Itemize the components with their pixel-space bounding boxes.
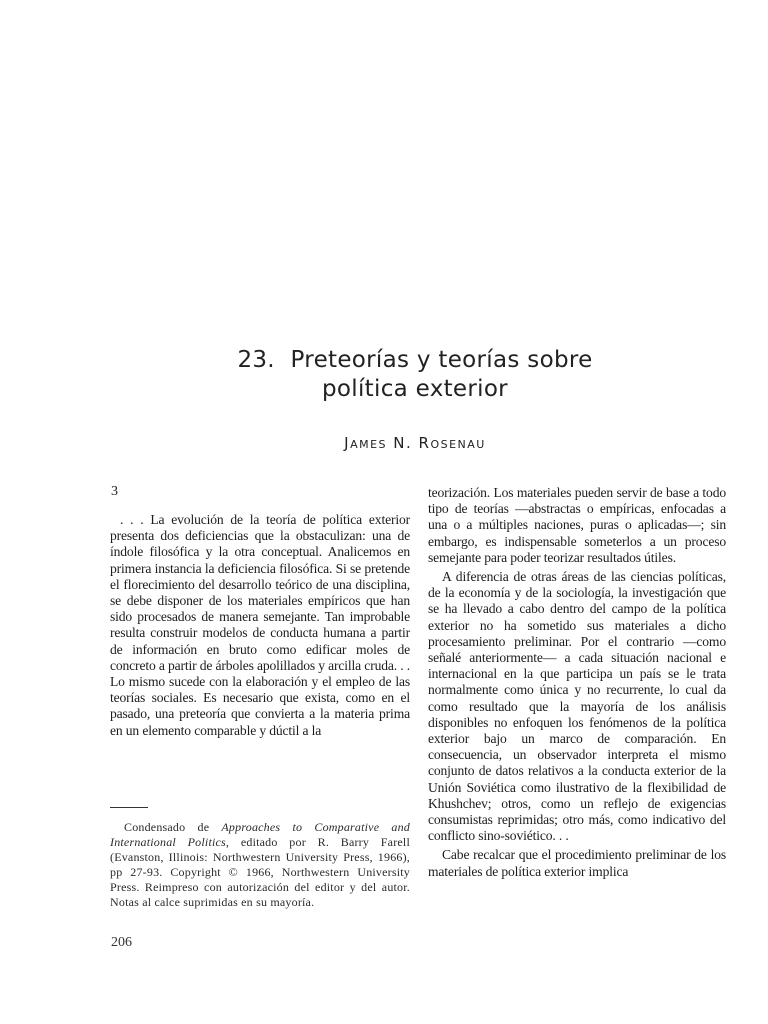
chapter-title-line2: política exterior [322,376,508,402]
right-column [428,485,726,880]
footnote-rule [110,807,148,808]
right-paragraph-2: A diferencia de otras áreas de las ciencias políticas, de la economía y de la sociología, la investigación que se ha llevado a cabo dentro del campo de la política exterior no ha sometido sus materiales a dicho procesamiento preliminar. Por el contrario —como señalé anteriormente— a cada situación nacional e internacional en la que participa un país se le trata normalmente como única y no recurrente, lo cual da como resultado que la mayoría de los análisis disponibles no enfoquen los fenómenos de la política exterior bajo un marco de comparación. En consecuencia, un observador interpreta el mismo conjunto de datos relativos a la conducta exterior de la Unión Soviética como ilustrativo de la flexibilidad de Khushchev; otros, como un reflejo de exigencias consumistas reprimidas; otro más, como indicativo del conflicto sino-soviético. . . [428,569,726,844]
left-column [110,512,410,739]
left-paragraph-1: . . . La evolución de la teoría de política exterior presenta dos deficiencias que la obstaculizan: una de índole filosófica y la otra conceptual. Analicemos en primera instancia la deficiencia filosófica. Si se pretende el florecimiento del desarrollo teórico de una disciplina, se debe disponer de los materiales empíricos que han sido procesados de manera semejante. Tan improbable resulta construir modelos de conducta humana a partir de información en bruto como edificar moles de concreto a partir de árboles apolillados y arcilla cruda. . . Lo mismo sucede con la elaboración y el empleo de las teorías sociales. Es necesario que exista, como en el pasado, una preteoría que convierta a la materia prima en un elemento comparable y dúctil a la [110,512,410,738]
right-paragraph-3: Cabe recalcar que el procedimiento preliminar de los materiales de política exterior implica [428,847,726,879]
chapter-number: 23. [237,347,275,373]
chapter-title [150,346,680,404]
section-number: 3 [111,484,118,499]
footnote [110,820,410,910]
footnote-book-title: Approaches to Comparative and International Politics [110,820,411,849]
chapter-author: James N. Rosenau [344,434,486,452]
footnote-rest: , editado por R. Barry Farell (Evanston, Illinois: Northwestern University Press, 1966), pp 27-93. Copyright © 1966, Northwestern University Press. Reimpreso con autorización del editor y del autor. Notas al calce suprimidas en su mayoría. [110,835,410,909]
right-paragraph-1: teorización. Los materiales pueden servir de base a todo tipo de teorías —abstractas o empíricas, enfocadas a una o a múltiples naciones, puras o aplicadas—; sin embargo, es indispensable someterlos a un proceso semejante para poder teorizar resultados útiles. [428,485,726,565]
page-number: 206 [111,935,132,950]
footnote-prefix: Condensado de [124,820,222,834]
chapter-title-line1: Preteorías y teorías sobre [290,347,593,373]
